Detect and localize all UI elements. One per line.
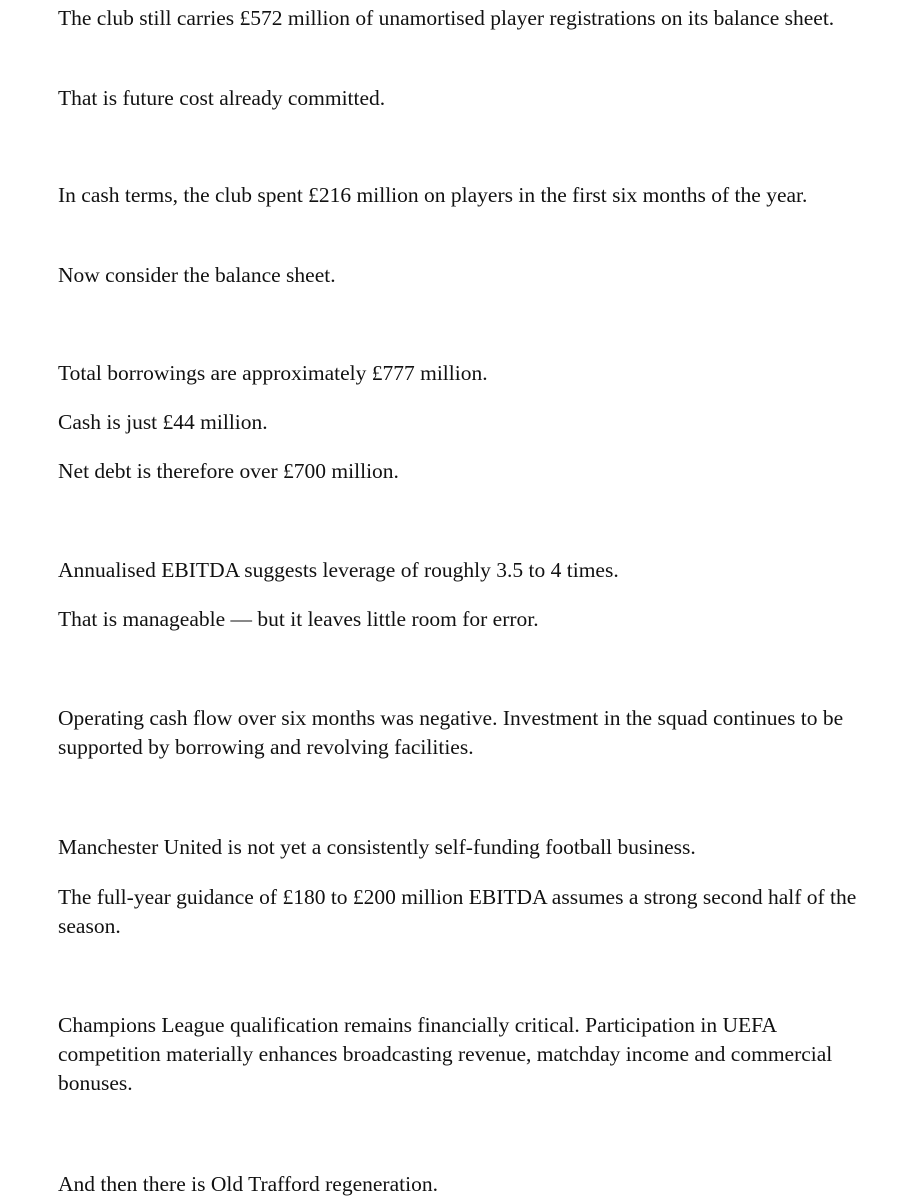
paragraph-cash-spent-players: In cash terms, the club spent £216 million on players in the first six months of the year. bbox=[58, 183, 808, 207]
paragraph-total-borrowings: Total borrowings are approximately £777 million. bbox=[58, 361, 488, 385]
paragraph-leverage: Annualised EBITDA suggests leverage of roughly 3.5 to 4 times. bbox=[58, 558, 619, 582]
paragraph-unamortised-registrations: The club still carries £572 million of unamortised player registrations on its balance sheet. bbox=[58, 6, 835, 30]
paragraph-manageable: That is manageable — but it leaves little room for error. bbox=[58, 607, 539, 631]
paragraph-champions-league: Champions League qualification remains financially critical. Participation in UEFA competition materially enhances broadcasting revenue, matchday income and commercial bonuses. bbox=[58, 1013, 833, 1095]
paragraph-net-debt: Net debt is therefore over £700 million. bbox=[58, 459, 399, 483]
paragraph-old-trafford: And then there is Old Trafford regeneration. bbox=[58, 1172, 438, 1196]
paragraph-operating-cash-flow: Operating cash flow over six months was negative. Investment in the squad continues to be supported by borrowing and revolving facilities. bbox=[58, 706, 844, 759]
paragraph-balance-sheet-intro: Now consider the balance sheet. bbox=[58, 263, 336, 287]
paragraph-self-funding: Manchester United is not yet a consistently self-funding football business. bbox=[58, 835, 696, 859]
paragraph-cash: Cash is just £44 million. bbox=[58, 410, 268, 434]
paragraph-future-cost: That is future cost already committed. bbox=[58, 86, 386, 110]
paragraph-ebitda-guidance: The full-year guidance of £180 to £200 million EBITDA assumes a strong second half of the season. bbox=[58, 885, 857, 938]
